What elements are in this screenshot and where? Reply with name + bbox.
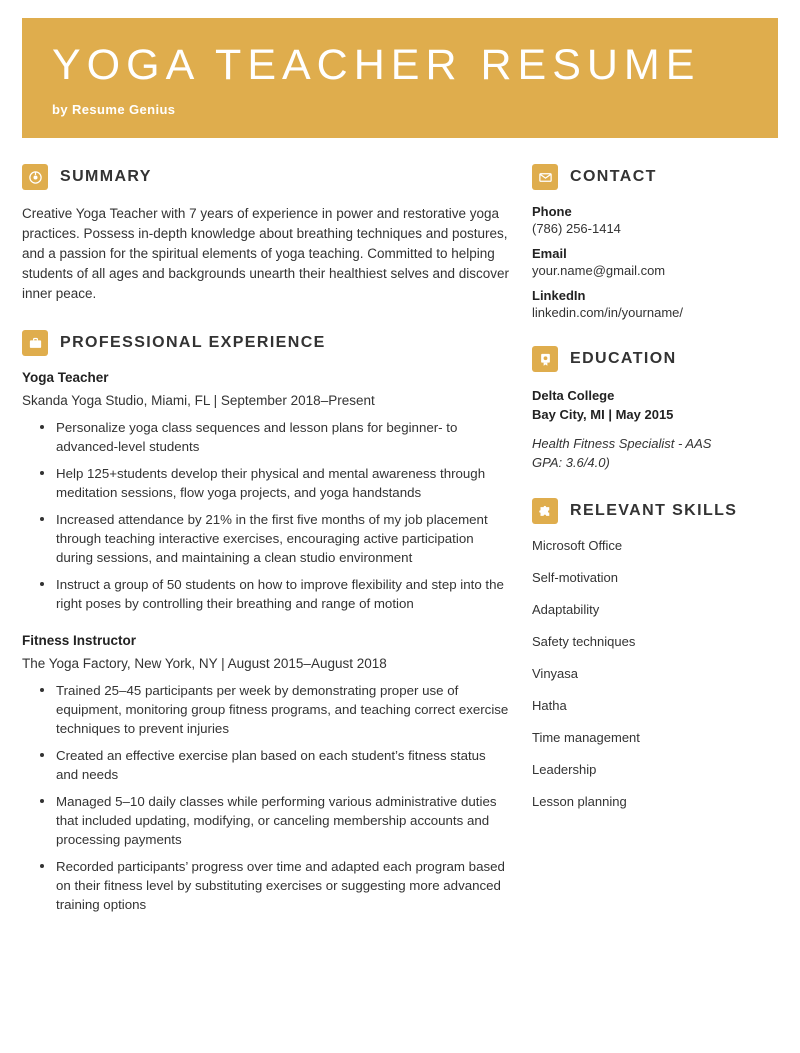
section-title: EDUCATION [570,350,677,367]
job-title: Yoga Teacher [22,370,109,385]
education-school: Delta College [532,388,615,403]
skills-list [532,538,778,809]
list-item: Managed 5–10 daily classes while performing various administrative duties that included updating, modifying, or canceling membership accounts and processing payments [56,792,510,849]
education-location-date: Bay City, MI | May 2015 [532,407,674,422]
job-bullet-list [22,418,510,613]
list-item: Recorded participants’ progress over time and adapted each program based on their fitness level by substituting exercises or suggesting more advanced training options [56,857,510,914]
list-item: Lesson planning [532,794,627,809]
list-item: Increased attendance by 21% in the first five months of my job placement through teaching interactive exercises, encouraging active participation during sessions, and maintaining a clean studio environment [56,510,510,567]
left-column [22,164,532,934]
briefcase-icon [22,330,48,356]
contact-label-linkedin: LinkedIn [532,288,586,303]
contact-block [532,164,778,320]
list-item: Adaptability [532,602,600,617]
job-meta: The Yoga Factory, New York, NY | August 2015–August 2018 [22,656,387,671]
skills-block [532,498,778,809]
section-summary-heading [22,164,510,190]
list-item: Created an effective exercise plan based on each student’s fitness status and needs [56,746,510,784]
section-title: CONTACT [570,168,657,185]
contact-value-email: your.name@gmail.com [532,263,666,278]
contact-value-linkedin[interactable]: linkedin.com/in/yourname/ [532,305,684,320]
target-icon [22,164,48,190]
education-degree: Health Fitness Specialist - AAS [532,436,712,451]
contact-value-phone: (786) 256-1414 [532,221,621,236]
list-item: Help 125+students develop their physical and mental awareness through meditation sessions, flow yoga projects, and yoga handstands [56,464,510,502]
envelope-icon [532,164,558,190]
section-skills-heading [532,498,778,524]
resume-header-banner [22,18,778,138]
contact-label-email: Email [532,246,567,261]
education-gpa: GPA: 3.6/4.0) [532,455,610,470]
list-item: Leadership [532,762,597,777]
list-item: Personalize yoga class sequences and lesson plans for beginner- to advanced-level students [56,418,510,456]
job-meta: Skanda Yoga Studio, Miami, FL | September 2018–Present [22,393,375,408]
section-contact-heading [532,164,778,190]
list-item: Safety techniques [532,634,636,649]
section-title: SUMMARY [60,168,152,185]
right-column [532,164,778,835]
experience-entry [22,633,510,671]
section-title: RELEVANT SKILLS [570,502,738,519]
summary-text: Creative Yoga Teacher with 7 years of experience in power and restorative yoga practices. Possess in-depth knowledge about breathing techniques and postures, and a passion for the spiritual elements of yoga teaching. Committed to helping students of all ages and backgrounds unearth their healthiest selves and discover inner peace. [22,206,510,301]
section-title: PROFESSIONAL EXPERIENCE [60,334,326,351]
resume-body [22,164,778,934]
list-item: Time management [532,730,640,745]
byline: by Resume Genius [52,102,176,117]
list-item: Self-motivation [532,570,618,585]
experience-entry [22,370,510,408]
certificate-icon [532,346,558,372]
list-item: Trained 25–45 participants per week by demonstrating proper use of equipment, monitoring group fitness programs, and teaching correct exercise techniques to prevent injuries [56,683,509,736]
resume-page [0,18,800,1053]
page-title: YOGA TEACHER RESUME [52,41,701,89]
list-item: Instruct a group of 50 students on how to improve flexibility and step into the right poses by controlling their breathing and range of motion [56,575,510,613]
contact-label-phone: Phone [532,204,572,219]
section-experience-heading [22,330,510,356]
job-title: Fitness Instructor [22,633,137,648]
list-item: Vinyasa [532,666,579,681]
education-block [532,346,778,472]
list-item: Microsoft Office [532,538,623,553]
list-item: Hatha [532,698,567,713]
puzzle-icon [532,498,558,524]
job-bullet-list [22,681,510,914]
section-education-heading [532,346,778,372]
